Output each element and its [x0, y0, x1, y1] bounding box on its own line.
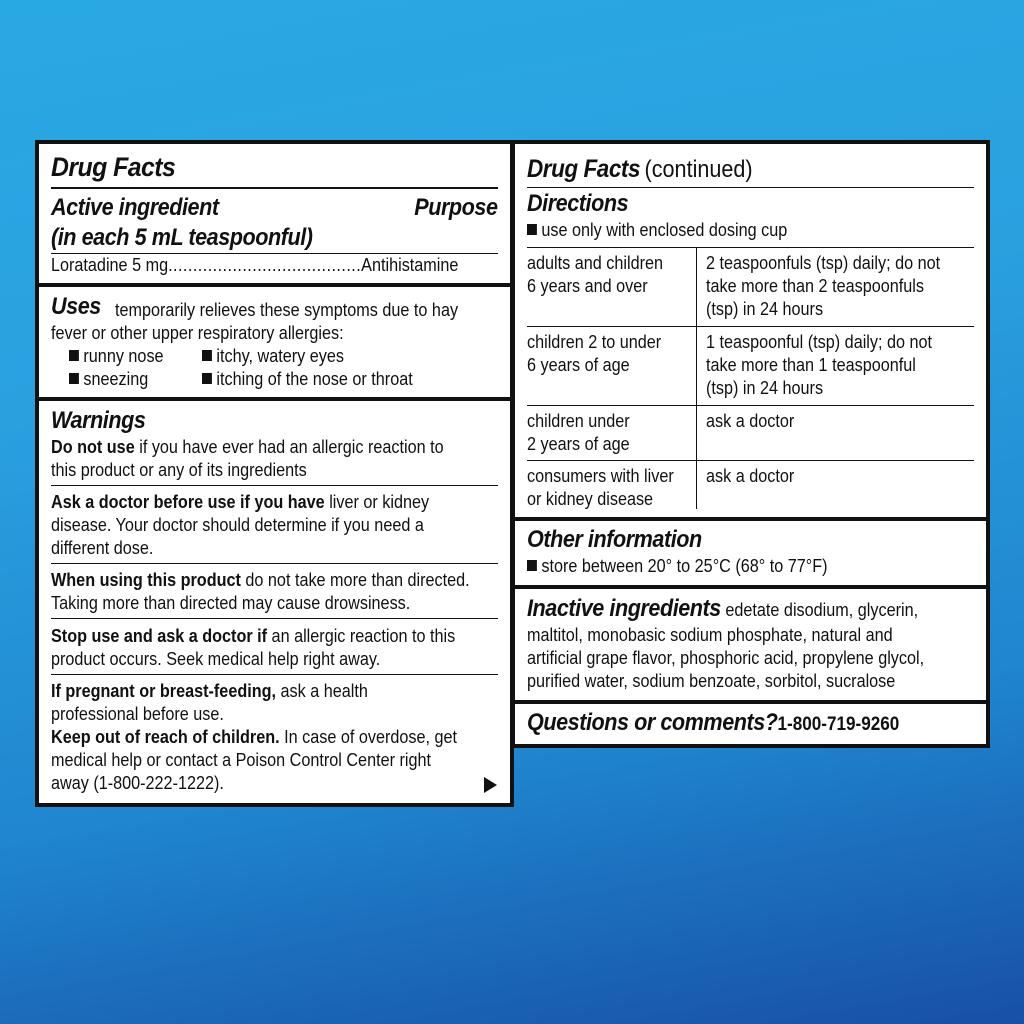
other-information-text: store between 20° to 25°C (68° to 77°F) — [527, 555, 828, 578]
uses-item: sneezing — [69, 368, 148, 391]
divider — [51, 674, 498, 675]
warning-text: this product or any of its ingredients — [51, 460, 307, 480]
active-ingredient-heading: Active ingredient — [51, 194, 219, 221]
dosing-who: children 2 to under — [527, 332, 662, 352]
dosing-dose: 2 teaspoonfuls (tsp) daily; do not — [706, 253, 941, 273]
continued-title: Drug Facts (continued) — [527, 155, 753, 183]
uses-item: itchy, watery eyes — [202, 345, 344, 368]
warning-text: different dose. — [51, 538, 154, 558]
uses-heading: Uses — [51, 293, 101, 320]
continue-arrow-icon — [484, 777, 497, 793]
inactive-ingredients-heading: Inactive ingredients — [527, 595, 721, 622]
bullet-icon — [202, 350, 212, 361]
active-ingredient-subheading: (in each 5 mL teaspoonful) — [51, 224, 313, 251]
drug-facts-panel-left — [35, 140, 514, 807]
warning-text: product occurs. Seek medical help right away. — [51, 649, 381, 669]
dosing-dose: ask a doctor — [706, 411, 795, 431]
table-column-divider — [696, 247, 697, 509]
warning-text: professional before use. — [51, 704, 224, 724]
inactive-ingredients-text: artificial grape flavor, phosphoric acid, propylene glycol, — [527, 648, 925, 668]
warning-do-not-use: Do not use if you have ever had an allergic reaction to — [51, 437, 444, 457]
table-row-divider — [527, 405, 974, 406]
divider — [51, 187, 498, 189]
warning-stop-use: Stop use and ask a doctor if an allergic reaction to this — [51, 626, 456, 646]
ingredient-leader: ....................................... — [168, 255, 362, 275]
warning-text: Taking more than directed may cause drowsiness. — [51, 593, 411, 613]
dosing-dose: 1 teaspoonful (tsp) daily; do not — [706, 332, 933, 352]
table-border — [527, 247, 974, 248]
ingredient-row — [51, 254, 458, 277]
dosing-who: consumers with liver — [527, 466, 674, 486]
divider — [527, 187, 974, 188]
questions-heading: Questions or comments? — [527, 709, 778, 736]
ingredient-name: Loratadine 5 mg — [51, 255, 169, 275]
warnings-heading: Warnings — [51, 407, 146, 434]
warning-text: away (1-800-222-1222). — [51, 773, 224, 793]
bullet-icon — [69, 373, 79, 384]
warning-keep-out: Keep out of reach of children. In case of overdose, get — [51, 727, 458, 747]
bullet-icon — [69, 350, 79, 361]
phone-number: 1-800-719-9260 — [777, 714, 900, 735]
inactive-ingredients-text: purified water, sodium benzoate, sorbitol, sucralose — [527, 671, 896, 691]
dosing-who: 6 years of age — [527, 355, 630, 375]
bullet-icon — [202, 373, 212, 384]
dosing-who: children under — [527, 411, 630, 431]
dosing-dose: take more than 2 teaspoonfuls — [706, 276, 924, 296]
purpose-heading: Purpose — [414, 194, 498, 221]
other-information-heading: Other information — [527, 526, 702, 553]
divider — [51, 563, 498, 564]
warning-when-using: When using this product do not take more than directed. — [51, 570, 470, 590]
table-row-divider — [527, 326, 974, 327]
uses-text: temporarily relieves these symptoms due to hay — [115, 300, 459, 320]
divider — [51, 485, 498, 486]
dosing-dose: ask a doctor — [706, 466, 795, 486]
section-divider — [515, 517, 986, 521]
section-divider — [515, 700, 986, 704]
warning-text: medical help or contact a Poison Control Center right — [51, 750, 431, 770]
table-row-divider — [527, 460, 974, 461]
divider — [51, 618, 498, 619]
inactive-ingredients-text: maltitol, monobasic sodium phosphate, natural and — [527, 625, 893, 645]
section-divider — [515, 585, 986, 589]
dosing-dose: take more than 1 teaspoonful — [706, 355, 916, 375]
uses-text: fever or other upper respiratory allergies: — [51, 323, 344, 343]
questions-line — [527, 708, 899, 740]
warning-pregnant: If pregnant or breast-feeding, ask a health — [51, 681, 368, 701]
dosing-who: 2 years of age — [527, 434, 630, 454]
warning-ask-doctor: Ask a doctor before use if you have liver or kidney — [51, 492, 430, 512]
uses-item: runny nose — [69, 345, 164, 368]
section-divider — [39, 397, 510, 401]
inactive-ingredients-line: Inactive ingredients edetate disodium, glycerin, — [527, 595, 919, 622]
drug-facts-panel-right — [511, 140, 990, 748]
dosing-dose: (tsp) in 24 hours — [706, 299, 824, 319]
dosing-who: or kidney disease — [527, 489, 654, 509]
bullet-icon — [527, 224, 537, 235]
section-divider — [39, 283, 510, 287]
warning-text: disease. Your doctor should determine if you need a — [51, 515, 424, 535]
directions-heading: Directions — [527, 190, 629, 217]
ingredient-purpose: Antihistamine — [361, 255, 459, 275]
dosing-who: 6 years and over — [527, 276, 648, 296]
directions-note: use only with enclosed dosing cup — [527, 219, 787, 242]
dosing-who: adults and children — [527, 253, 663, 273]
uses-item: itching of the nose or throat — [202, 368, 413, 391]
bullet-icon — [527, 560, 537, 571]
dosing-dose: (tsp) in 24 hours — [706, 378, 824, 398]
drug-facts-title: Drug Facts — [51, 152, 176, 182]
